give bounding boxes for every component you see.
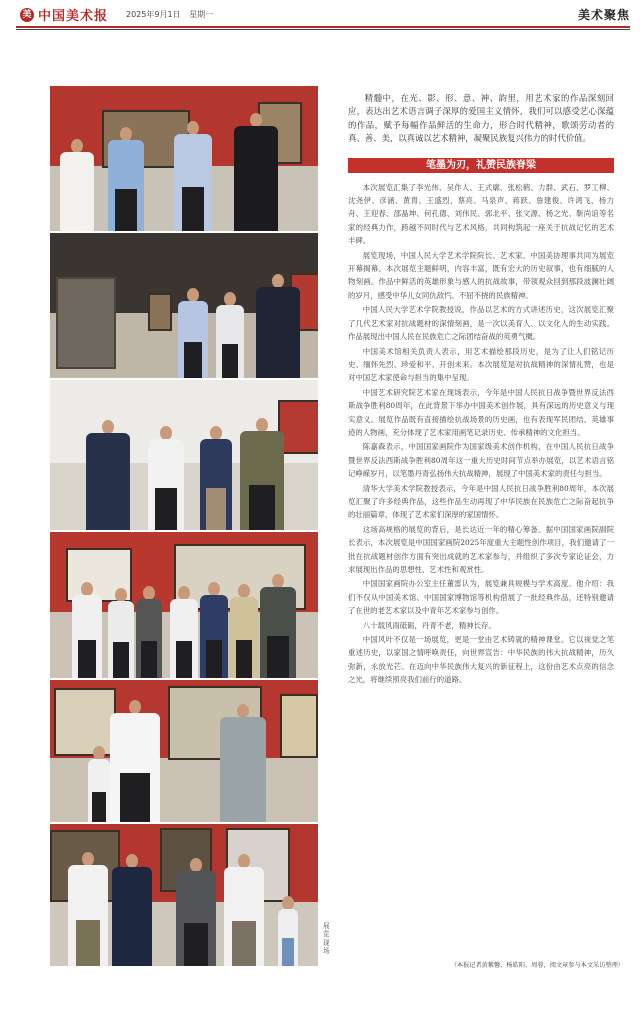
article-paragraph: 清华大学美术学院教授表示，今年是中国人民抗日战争胜利80周年，本次展览汇聚了许多经典作品，这些作品生动再现了中华民族在民族危亡之际奋起抗争的壮丽篇章，体现了艺术家们深厚的家国情怀。 xyxy=(348,483,614,520)
newspaper-logo-icon: 美 xyxy=(20,8,34,22)
article-paragraph: 陈嘉森表示，中国国家画院作为国家级美术创作机构，在中国人民抗日战争暨世界反法西斯战争胜利80周年这一重大历史时间节点举办展览，以艺术语言铭记峥嵘岁月，以笔墨丹青弘扬伟大抗战精神，展现了中国美术家的责任与担当。 xyxy=(348,442,614,479)
issue-day: 星期一 xyxy=(189,10,214,19)
header-rule-black xyxy=(16,29,630,30)
article-intro: 精髓中，在光、影、形、意、神、韵里，用艺术家的作品深刻回应，表达出艺术语言调子深厚的爱国主义情怀，我们可以感受艺心深蕴的作品，赋予每幅作品鲜活的生命力，形合时代精神，歌颂劳动者的真、善、美，以真诚以艺术精神，凝聚民族复兴伟力的时代价值。 xyxy=(348,93,614,144)
photo-credit: 展览现场 xyxy=(323,922,330,956)
section-name: 美术聚焦 xyxy=(577,8,630,22)
exhibition-photo-3 xyxy=(50,380,318,530)
exhibition-photo-1 xyxy=(50,86,318,231)
article-column xyxy=(348,92,614,688)
reporter-note: （本报记者黄紫馨、杨皓阳、周蓉，阅文章参与本文采访整理） xyxy=(450,962,624,969)
exhibition-photo-2 xyxy=(50,233,318,378)
article-paragraph: 中国风叶不仅是一场展览，更是一堂由艺术铸就的精神课堂。它以视觉之笔重述历史，以家国之情呼唤责任，向世界宣告：中华民族的伟大抗战精神，历久弥新，永放光芒。在迈向中华民族伟大复兴的新征程上，这份由艺术点亮的信念之光，将继续照亮我们前行的道路。 xyxy=(348,635,614,685)
newspaper-title: 中国美术报 xyxy=(38,9,109,24)
issue-date: 2025年9月1日 xyxy=(126,10,181,19)
article-paragraph: 中国国家画院办公室主任董雷认为，展览兼具规模与学术高度。他介绍：我们不仅从中国美术馆、中国国家博物馆等机构借展了一批经典作品，还特别邀请了在世的老艺术家以及中青年艺术家参与创作。 xyxy=(348,579,614,616)
article-paragraph: 中国艺术研究院艺术家在现场表示，今年是中国人民抗日战争暨世界反法西斯战争胜利80周年，在此背景下举办中国美术创作展，具有深远的历史意义与现实意义。展览作品既有直接描绘抗战场景的历史画，也有表现军民团结、英雄事迹的人物画，充分体现了艺术家用画笔记录历史、传承精神的文化担当。 xyxy=(348,387,614,437)
exhibition-photo-5 xyxy=(50,680,318,822)
header-rule-red xyxy=(16,26,630,28)
issue-info xyxy=(126,9,219,20)
article-subhead: 笔墨为刃，礼赞民族脊梁 xyxy=(348,158,614,173)
article-paragraph: 八十载风雨砥砺，丹青不老，精神长存。 xyxy=(362,620,496,630)
exhibition-photo-6 xyxy=(50,824,318,966)
article-paragraph: 中国美术馆相关负责人表示，用艺术描绘那段历史，是为了让人们铭记历史、缅怀先烈、珍爱和平、开创未来。本次展览是对抗战精神的深情礼赞，也是对中国艺术家使命与担当的集中呈现。 xyxy=(348,346,614,383)
article-paragraph: 本次展览汇集了李光伟、吴作人、王式廓、张松鹤、力群、武石、罗工柳、沈尧伊、彦涵、黄胄、王盛烈、蔡亮、马泉声、蒋跃、詹建俊、许鸿飞、杨力舟、王迎春、邵晶坤、何孔德、刘伟民、郭北平、张文源、杨之光、靳尚谊等名家的经典力作，跨越不同时代与艺术风格，共同构筑起一座关于抗战记忆的艺术丰碑。 xyxy=(348,182,614,246)
article-paragraph: 这场高规格的展览的背后，是长达近一年的精心筹备。据中国国家画院副院长表示，本次展览是中国国家画院2025年度重大主题性创作项目，我们邀请了一批在抗战题材创作方面有突出成就的艺术家参与，并组织了多次专家论证会，力求展现出作品的思想性、艺术性和观赏性。 xyxy=(348,524,614,574)
article-paragraph: 展览现场，中国人民大学艺术学院院长、艺术家、中国美协理事共同为展览开幕揭幕。本次展览主题鲜明，内容丰富，既有宏大的历史叙事，也有细腻的人物刻画。作品中鲜活的英雄形象与感人的抗战故事，带领观众回到那段波澜壮阔的岁月，感受中华儿女同仇敌忾、不屈不挠的民族精神。 xyxy=(348,250,614,300)
article-paragraph: 中国人民大学艺术学院教授说，作品以艺术的方式讲述历史，这次展览汇聚了几代艺术家对抗战题材的深情刻画，是一次以美育人、以文化人的生动实践。作品展现出中国人民在民族危亡之际团结奋战的英勇气概。 xyxy=(348,305,614,342)
exhibition-photo-4 xyxy=(50,532,318,678)
